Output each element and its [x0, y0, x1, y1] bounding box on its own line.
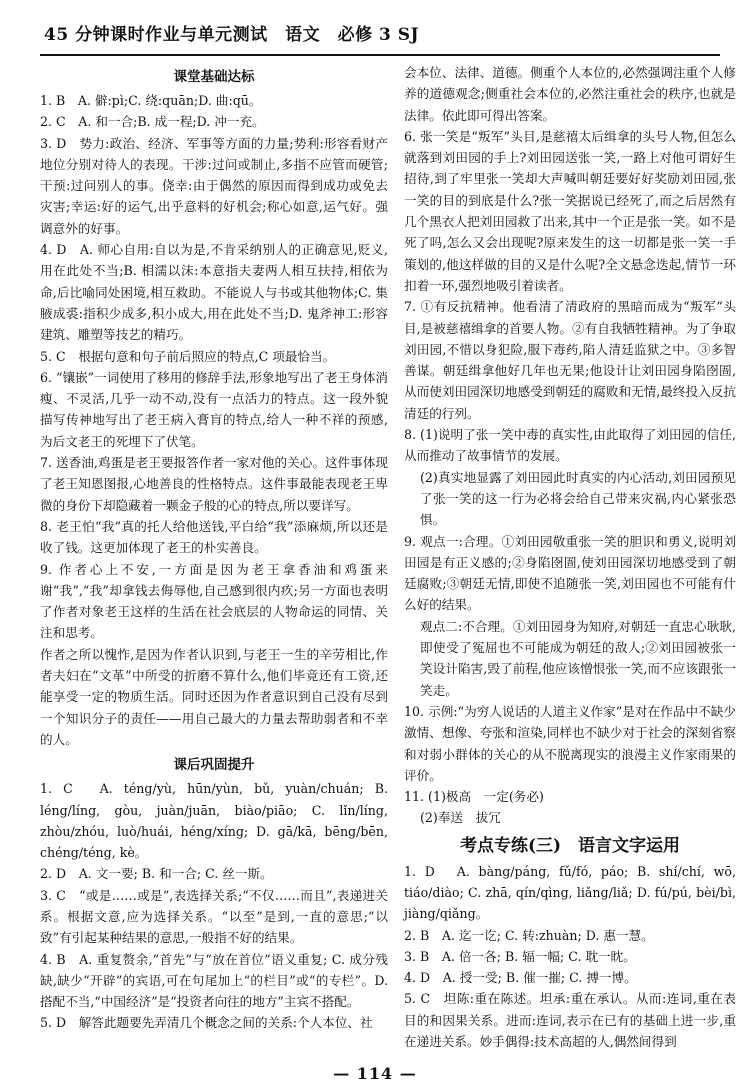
section-title-classroom: 课堂基础达标	[173, 69, 255, 85]
answer-item: 5. D 解答此题要先弄清几个概念之间的关系:个人本位、社	[40, 1015, 373, 1031]
answer-item: 1. D A. bàng/páng, fǔ/fó, páo; B. shí/chí, wō, tiáo/diào; C. zhā, qín/qìng, liǎng/liǎ; D. fú/pú, bèi/bì, jiàng/qiǎng。	[404, 863, 736, 922]
answer-item: 3. D 势力:政治、经济、军事等方面的力量;势利:形容看财产地位分别对待人的表现。干涉:过问或制止,多指不应管而硬管;干预:过问别人的事。侥幸:由于偶然的原因而得到成功或免去灾害;幸运:好的运气,出乎意料的好机会;称心如意,运气好。强调意外的好事。	[40, 135, 388, 236]
answer-item: 6. “镶嵌”一词使用了移用的修辞手法,形象地写出了老王身体消瘦、不灵活,几乎一动不动,没有一点活力的特点。这一段外貌描写传神地写出了老王病入膏肓的特点,给人一种不祥的预感,为后文老王的死埋下了伏笔。	[40, 369, 388, 449]
answer-item: 4. D A. 师心自用:自以为是,不肯采纳别人的正确意见,贬义,用在此处不当;B. 相濡以沫:本意指夫妻两人相互扶持,相依为命,后比喻同处困境,相互救助。不能说人与书或其他物体;C. 集腋成裘:指积少成多,积小成大,用在此处不当;D. 鬼斧神工:形容建筑、雕塑等技艺的精巧。	[40, 242, 388, 343]
answer-item: 3. C “或是……或是”,表选择关系;“不仅……而且”,表递进关系。根据文意,应为选择关系。“以至”是到,一直的意思;“以致”有引起某种结果的意思,一般指不好的结果。	[40, 887, 388, 946]
answer-item: 3. B A. 倍一各; B. 辐一幅; C. 耽一眈。	[404, 948, 636, 964]
answer-item: 8. 老王怕“我”真的托人给他送钱,平白给“我”添麻烦,所以还是收了钱。这更加体现了老王的朴实善良。	[40, 518, 388, 556]
answer-item: 1. C A. téng/yù, hūn/yùn, bǔ, yuàn/chuán; B. léng/líng, gòu, juàn/juān, biào/piāo; C. lǐn/líng, zhòu/zhóu, luò/huái, héng/xíng; D. gā/kā, bēng/bēn, chéng/téng, kè。	[40, 781, 388, 861]
answer-item: 7. 送香油,鸡蛋是老王要报答作者一家对他的关心。这件事体现了老王知恩图报,心地善良的性格特点。这件事最能表现老王卑微的身份下却隐藏着一颗金子般的心的特点,所以要详写。	[40, 455, 388, 513]
answer-item: 1. B A. 僻:pì;C. 绕:quān;D. 曲:qū。	[40, 93, 262, 108]
answer-item: 7. ①有反抗精神。他看清了清政府的黑暗而成为“叛军”头目,是被慈禧缉拿的首要人物。②有自我牺牲精神。为了争取刘田园,不惜以身犯险,服下毒药,陷人清廷监狱之中。③多智善谋。朝廷缉拿他好几年也无果;他设计让刘田园身陷囹圄,从而使刘田园深切地感受到朝廷的腐败和无情,最终投入反抗清廷的行列。	[404, 299, 736, 421]
answer-item: 10. 示例:“为穷人说话的人道主义作家”是对在作品中不缺少激情、想像、夸张和渲染,同样也不缺少对于社会的深刻省察和对弱小群体的关心的从不脱离现实的浪漫主义作家雨果的评价。	[404, 703, 736, 783]
book-title: 45 分钟课时作业与单元测试 语文 必修 3 SJ	[44, 25, 420, 45]
answer-item: 11. (1)极高 一定(务必)	[404, 789, 544, 805]
answer-item-continued: 会本位、法律、道德。侧重个人本位的,必然强调注重个人修养的道德观念;侧重社会本位的,必然注重社会的秩序,也就是法律。依此即可得出答案。	[404, 65, 736, 123]
answer-item: 2. C A. 和一合;B. 成一程;D. 冲一充。	[40, 114, 265, 130]
answer-item: 2. B A. 迄一讫; C. 转:zhuàn; D. 惠一慧。	[404, 927, 654, 943]
answer-item-continued: 作者之所以愧怍,是因为作者认识到,与老王一生的辛劳相比,作者夫妇在“文革”中所受的折磨不算什么,他们毕竟还有工资,还能享受一定的物质生活。同时还因为作者意识到自己没有尽到一个知识分子的责任——用自己最大的力量去帮助弱者和不幸的人。	[40, 646, 388, 747]
page-header	[40, 18, 720, 56]
answer-item: 6. 张一笑是“叛军”头目,是慈禧太后缉拿的头号人物,但怎么就落到刘田园的手上?刘田园送张一笑,一路上对他可谓好生招待,到了牢里张一笑却大声喊叫朝廷要好好奖励刘田园,张一笑的目的到底是什么?张一笑据说已经死了,而之后居然有几个黑衣人把刘田园救了出来,其中一个正是张一笑。如不是死了吗,怎么又会出现呢?原来发生的这一切都是张一笑一手策划的,他这样做的目的又是什么呢?全文悬念迭起,情节一环扣着一环,强烈地吸引着读者。	[404, 128, 736, 293]
answer-subitem: (2)奉送 拔冗	[420, 810, 501, 826]
section-title-language: 考点专练(三) 语言文字运用	[459, 835, 681, 856]
answer-item: 4. D A. 授一受; B. 催一摧; C. 搏一博。	[404, 970, 637, 986]
left-column	[40, 62, 388, 1034]
right-column	[404, 62, 736, 1052]
section-title-afterclass: 课后巩固提升	[173, 757, 255, 774]
answer-item: 4. B A. 重复赘余,“首先”与“放在首位”语义重复; C. 成分残缺,缺少“开辟”的宾语,可在句尾加上“的栏目”或“的专栏”。D. 搭配不当,“中国经济”是“投资者向往的地方”主宾不搭配。	[40, 951, 388, 1010]
answer-item: 9. 作者心上不安,一方面是因为老王拿香油和鸡蛋来谢“我”,“我”却拿钱去侮辱他,自己感到很内疚;另一方面也表明了作者对象老王这样的生活在社会底层的人物命运的同情、关注和思考。	[40, 561, 388, 641]
answer-item: 5. C 坦陈:重在陈述。坦承:重在承认。从而:连词,重在表目的和因果关系。进而:连词,表示在已有的基础上进一步,重在递进关系。妙手偶得:技术高超的人,偶然间得到	[404, 991, 736, 1050]
answer-subitem: 观点二:不合理。①刘田园身为知府,对朝廷一直忠心耿耿,即使受了冤屈也不可能成为朝廷的敌人;②刘田园被张一笑设计陷害,毁了前程,他应该憎恨张一笑,而不应该跟张一笑走。	[420, 618, 736, 698]
answer-item: 2. D A. 文一要; B. 和一合; C. 丝一斯。	[40, 866, 273, 882]
answer-item: 8. (1)说明了张一笑中毒的真实性,由此取得了刘田园的信任,从而推动了故事情节的发展。	[404, 427, 736, 464]
answer-item: 9. 观点一:合理。①刘田园敬重张一笑的胆识和勇义,说明刘田园是有正义感的;②身陷囹圄,使刘田园深切地感受到了朝廷腐败;③朝廷无情,即使不追随张一笑,刘田园也不可能有什么好的结果。	[404, 533, 736, 613]
page-number: — 114 —	[333, 1064, 417, 1083]
answer-item: 5. C 根据句意和句子前后照应的特点,C 项最恰当。	[40, 348, 336, 364]
answer-subitem: (2)真实地显露了刘田园此时真实的内心活动,刘田园预见了张一笑的这一行为必将会给自己带来灾祸,内心紧张恐惧。	[420, 469, 736, 528]
